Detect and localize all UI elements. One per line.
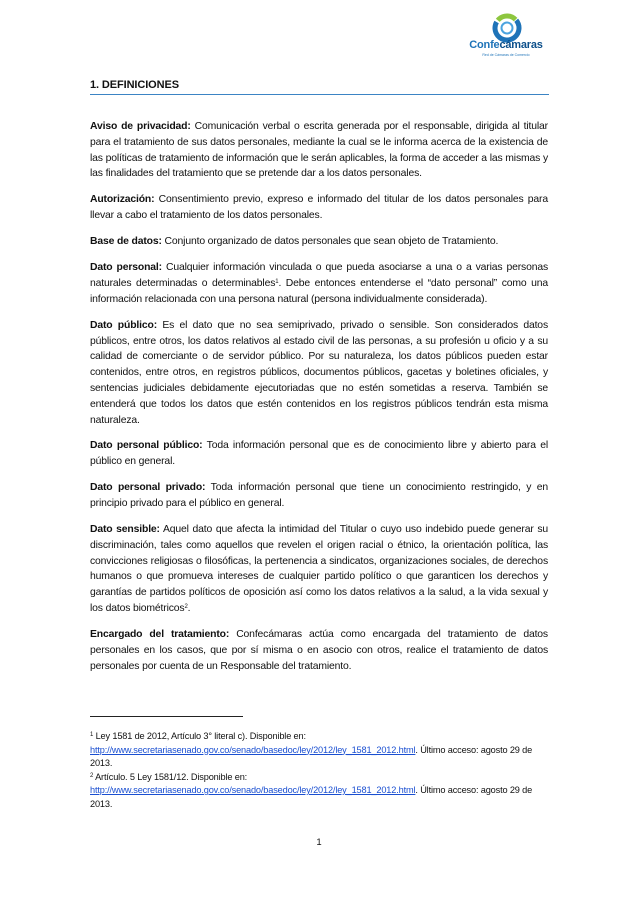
definition-term: Dato personal privado:	[90, 482, 206, 494]
footnote-2	[90, 771, 545, 812]
confecamaras-logo	[466, 12, 546, 60]
definition-text: Toda información personal que es de conocimiento libre y abierto para el público en general.	[90, 440, 548, 468]
logo-wordmark: Confecámaras	[469, 39, 543, 51]
definition-term: Dato personal público:	[90, 440, 203, 452]
definition-text: Es el dato que no sea semiprivado, privado o sensible. Son considerados datos públicos, entre otros, los datos relativos al estado civil de las personas, a su profesión u oficio y a su calidad de comerciante o de servidor público. Por su naturaleza, los datos públicos pueden estar contenidos, entre otros, en registros públicos, documentos públicos, gacetas y boletines oficiales, y sentencias judiciales debidamente ejecutoriadas que no estén sometidas a reserva. También se entenderá que todos los datos que estén contenidos en los registros públicos tendrán esta misma naturaleza.	[90, 319, 548, 426]
definition-dato-personal-publico	[90, 438, 548, 470]
footnote-access: . Último acceso: agosto 29 de 2013.	[90, 744, 533, 768]
definition-text: Comunicación verbal o escrita generada por el responsable, dirigida al titular para el tratamiento de sus datos personales, mediante la cual se le informa acerca de la existencia de las políticas de tratamiento de información que le serán aplicables, la forma de acceder a las mismas y las finalidades del tratamiento que se pretende dar a los datos personales.	[90, 121, 548, 180]
definition-dato-personal	[90, 260, 548, 307]
definition-dato-publico	[90, 318, 548, 429]
definition-dato-sensible	[90, 522, 548, 617]
footnote-ref[interactable]: 2	[184, 604, 188, 611]
definition-term: Encargado del tratamiento:	[90, 629, 230, 641]
definition-base-datos	[90, 234, 548, 250]
definition-term: Dato público:	[90, 319, 158, 331]
footnote-number: 1	[90, 732, 94, 738]
section-heading: 1. DEFINICIONES	[90, 79, 549, 95]
definition-term: Aviso de privacidad:	[90, 121, 191, 132]
footnote-number: 2	[90, 772, 94, 779]
definition-term: Autorización:	[90, 194, 155, 206]
definition-text: Toda información personal que tiene un conocimiento restringido, y en principio privado para el público en general.	[90, 482, 548, 510]
definition-autorizacion	[90, 192, 548, 224]
page-number: 1	[316, 837, 322, 848]
definition-term: Dato personal:	[90, 262, 162, 274]
definition-text: Conjunto organizado de datos personales que sean objeto de Tratamiento.	[161, 236, 499, 248]
definition-term: Dato sensible:	[90, 524, 160, 536]
footnote-separator	[90, 716, 243, 717]
footnote-ref[interactable]: 1	[275, 278, 279, 285]
definition-term: Base de datos:	[90, 236, 162, 248]
footnote-access: . Último acceso: agosto 29 de 2013.	[90, 785, 533, 809]
definition-aviso-privacidad	[90, 119, 548, 182]
footnote-text: Ley 1581 de 2012, Artículo 3° literal c). Disponible en:	[93, 731, 306, 741]
definition-text: Aquel dato que afecta la intimidad del Titular o cuyo uso indebido puede generar su discriminación, tales como aquellos que revelen el origen racial o étnico, la orientación política, las convicciones religiosas o filosóficas, la pertenencia a sindicatos, organizaciones sociales, de derechos humanos o que promueva intereses de cualquier partido político o que garanticen los derechos y garantías de partidos políticos de oposición así como los datos relativos a la salud, a la vida sexual y los datos biométricos	[90, 524, 548, 615]
footnote-link[interactable]: http://www.secretariasenado.gov.co/senado/basedoc/ley/2012/ley_1581_2012.html	[90, 785, 416, 795]
definition-text: Cualquier información vinculada o que pueda asociarse a una o a varias personas naturales determinadas o determinables	[90, 262, 548, 289]
definition-dato-personal-privado	[90, 480, 548, 512]
definition-text: .	[187, 603, 191, 615]
definition-text: Consentimiento previo, expreso e informado del titular de los datos personales para llevar a cabo el tratamiento de los datos personales.	[90, 194, 548, 222]
footnotes	[90, 730, 545, 811]
footnote-link[interactable]: http://www.secretariasenado.gov.co/senado/basedoc/ley/2012/ley_1581_2012.html	[90, 744, 416, 755]
footnote-1	[90, 730, 545, 771]
definition-encargado-tratamiento	[90, 627, 548, 674]
footnote-text: Artículo. 5 Ley 1581/12. Disponible en:	[93, 771, 248, 782]
definition-text: . Debe entonces entenderse el “dato personal” como una información relacionada con una persona natural (persona individualmente considerada).	[90, 277, 548, 305]
logo-tagline: Red de Cámaras de Comercio	[482, 53, 530, 57]
definition-text: Confecámaras actúa como encargada del tratamiento de datos personales en los casos, que por sí misma o en asocio con otros, realice el tratamiento de datos personales por cuenta de un Responsable del tratamiento.	[90, 629, 548, 672]
definitions-body	[90, 119, 548, 674]
